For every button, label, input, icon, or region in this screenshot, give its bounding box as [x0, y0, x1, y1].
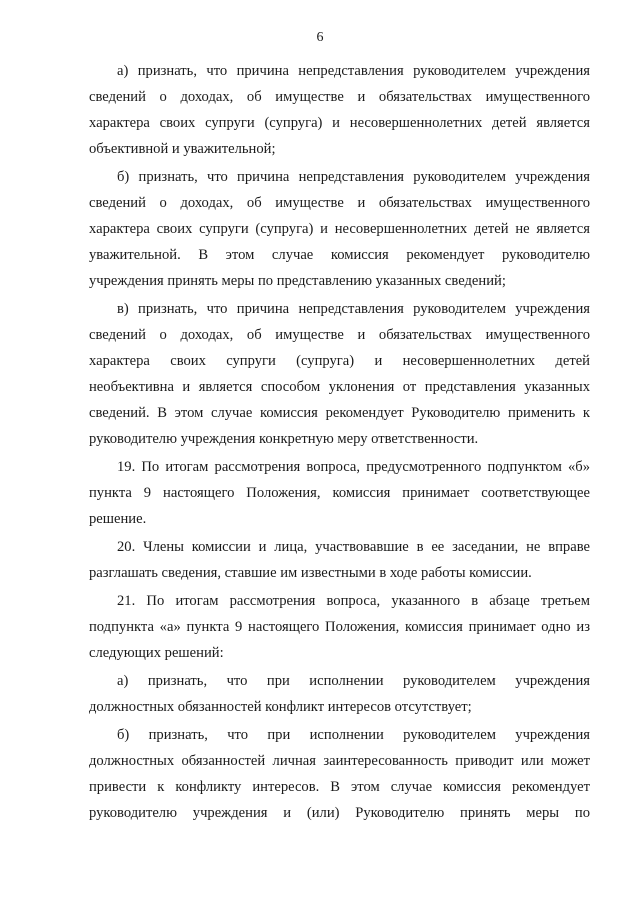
paragraph-19-line-3: решение. [89, 511, 147, 527]
paragraph-21a-line-1: а) признать, что при исполнении руководителем учреждения [117, 673, 590, 689]
paragraph-21b-line-1: б) признать, что при исполнении руководителем учреждения [117, 727, 590, 743]
paragraph-a-line-3: характера своих супруги (супруга) и несовершеннолетних детей является [89, 115, 590, 131]
paragraph-b-line-4: уважительной. В этом случае комиссия рекомендует руководителю [89, 247, 590, 263]
paragraph-21-line-2: подпункта «а» пункта 9 настоящего Положения, комиссия принимает одно из [89, 619, 590, 635]
paragraph-20-line-1: 20. Члены комиссии и лица, участвовавшие в ее заседании, не вправе [117, 539, 590, 555]
paragraph-a-line-1: а) признать, что причина непредставления руководителем учреждения [117, 63, 590, 79]
paragraph-a-line-4: объективной и уважительной; [89, 141, 276, 157]
paragraph-21a-line-2: должностных обязанностей конфликт интересов отсутствует; [89, 699, 472, 715]
paragraph-21b-line-4: руководителю учреждения и (или) Руководителю принять меры по [89, 805, 590, 821]
paragraph-v-line-5: сведений. В этом случае комиссия рекомендует Руководителю применить к [89, 405, 590, 421]
paragraph-21-line-3: следующих решений: [89, 645, 224, 661]
paragraph-b-line-1: б) признать, что причина непредставления руководителем учреждения [117, 169, 590, 185]
paragraph-v-line-3: характера своих супруги (супруга) и несовершеннолетних детей [89, 353, 590, 369]
page-number: 6 [316, 30, 324, 45]
paragraph-21b-line-2: должностных обязанностей личная заинтересованность приводит или может [89, 753, 590, 769]
paragraph-v-line-2: сведений о доходах, об имуществе и обязательствах имущественного [89, 327, 590, 343]
paragraph-19-line-1: 19. По итогам рассмотрения вопроса, предусмотренного подпунктом «б» [117, 459, 590, 475]
paragraph-v-line-6: руководителю учреждения конкретную меру ответственности. [89, 431, 479, 447]
paragraph-a-line-2: сведений о доходах, об имуществе и обязательствах имущественного [89, 89, 590, 105]
paragraph-v-line-4: необъективна и является способом уклонения от представления указанных [89, 379, 590, 395]
paragraph-v-line-1: в) признать, что причина непредставления руководителем учреждения [117, 301, 590, 317]
paragraph-b-line-5: учреждения принять меры по представлению указанных сведений; [89, 273, 506, 289]
paragraph-19-line-2: пункта 9 настоящего Положения, комиссия принимает соответствующее [89, 485, 590, 501]
paragraph-21-line-1: 21. По итогам рассмотрения вопроса, указанного в абзаце третьем [117, 593, 590, 609]
paragraph-20-line-2: разглашать сведения, ставшие им известными в ходе работы комиссии. [89, 565, 532, 581]
paragraph-b-line-2: сведений о доходах, об имуществе и обязательствах имущественного [89, 195, 590, 211]
paragraph-21b-line-3: привести к конфликту интересов. В этом случае комиссия рекомендует [89, 779, 590, 795]
paragraph-b-line-3: характера своих супруги (супруга) и несовершеннолетних детей не является [89, 221, 590, 237]
